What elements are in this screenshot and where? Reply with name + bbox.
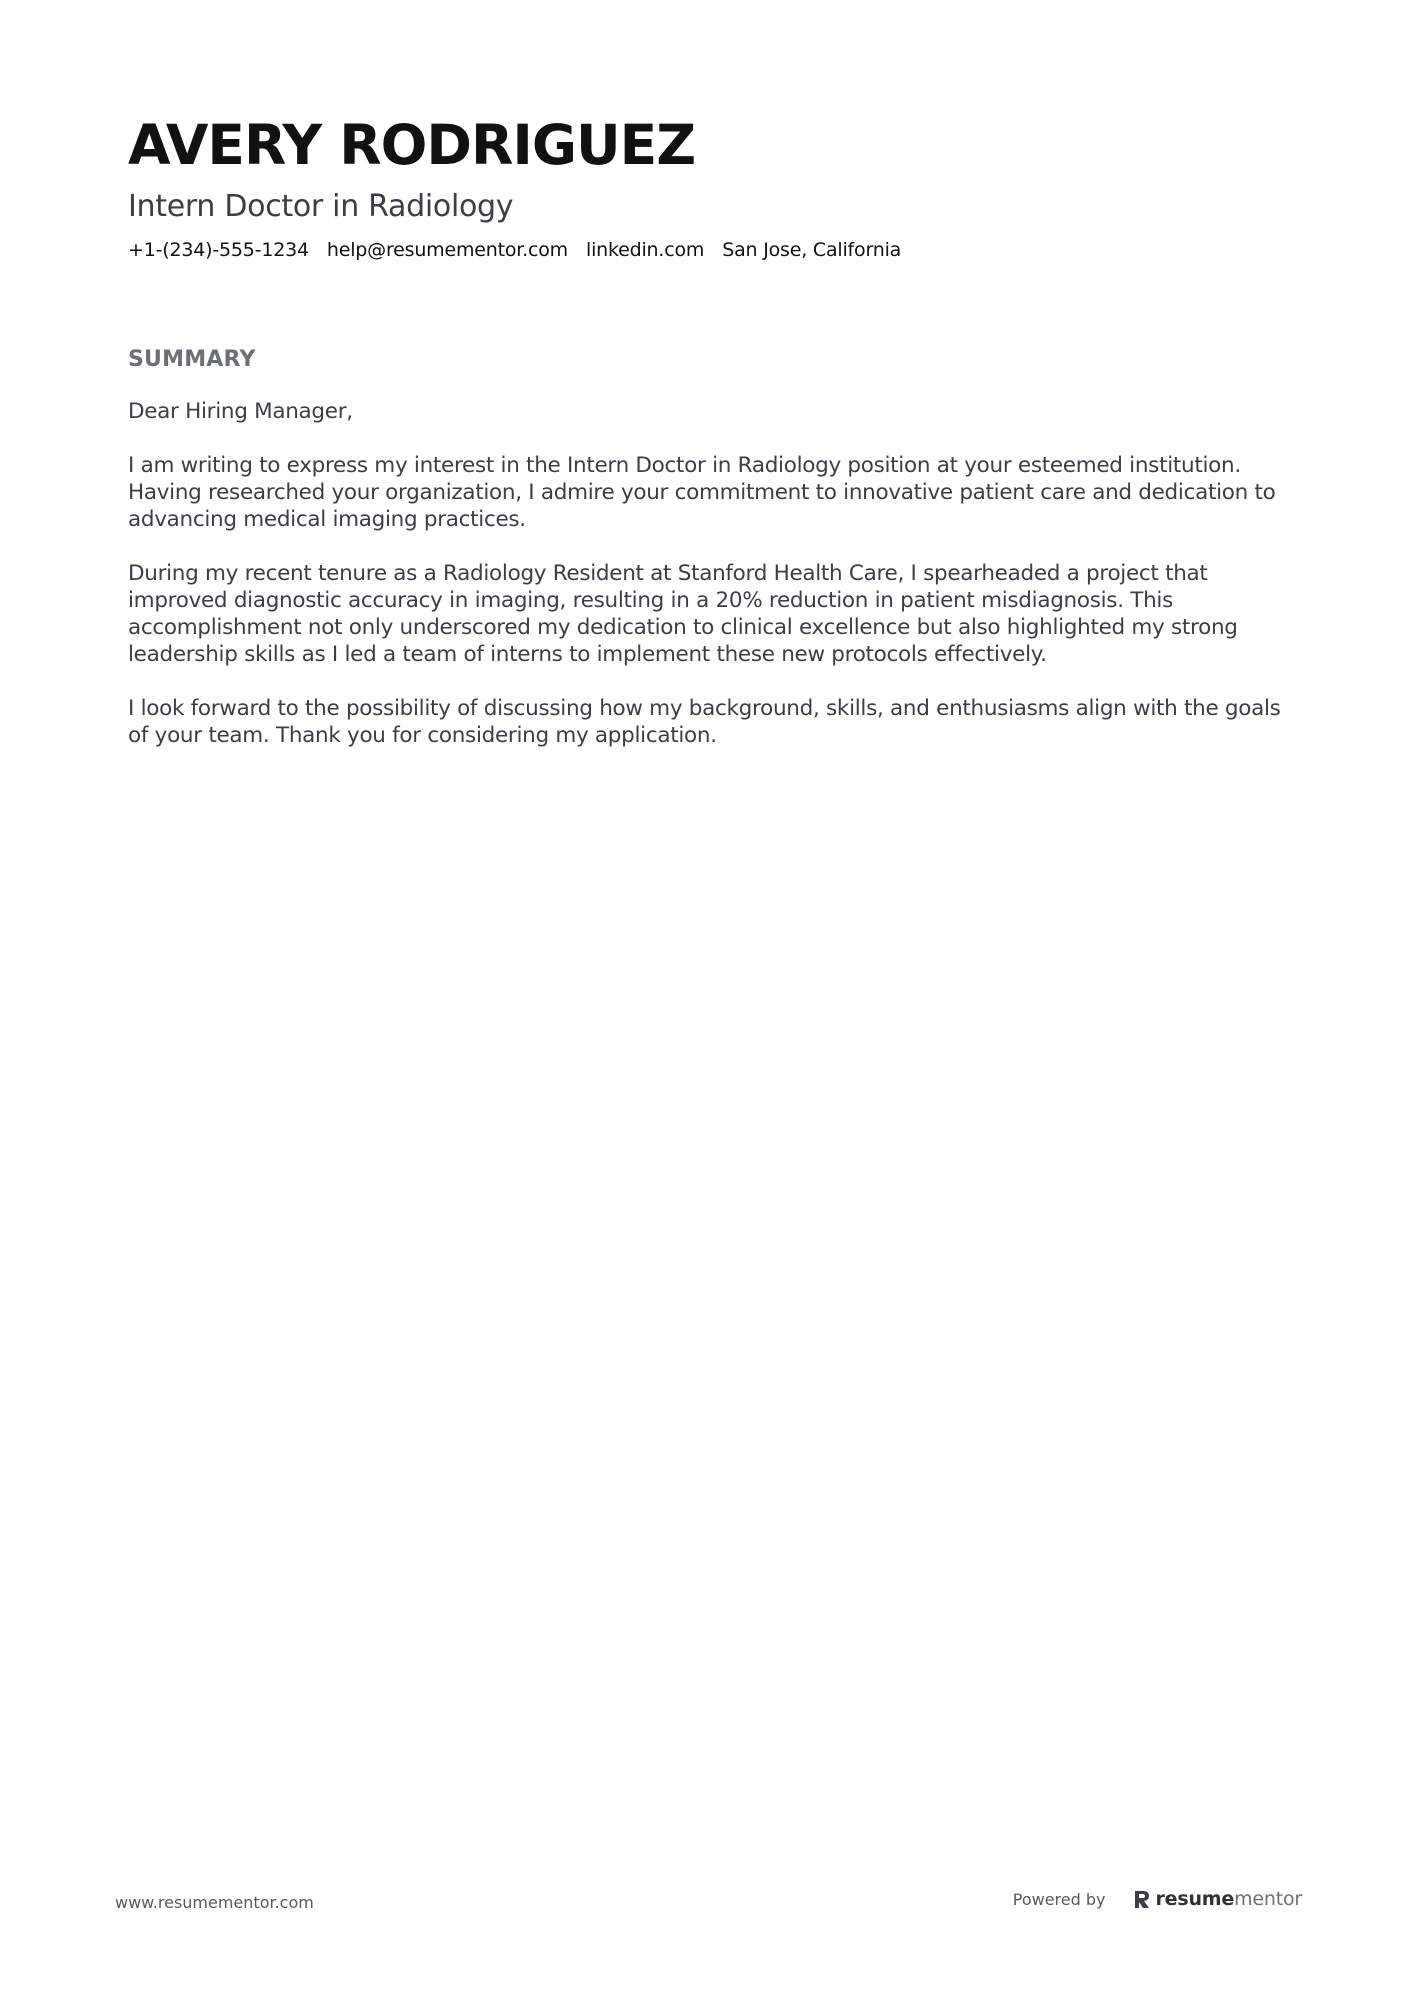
- letter-paragraph: During my recent tenure as a Radiology Resident at Stanford Health Care, I spearheaded a project that improved diagnostic accuracy in imaging, resulting in a 20% reduction in patient misdiagnosis. This accomplishment not only underscored my dedication to clinical excellence but also highlighted my strong leadership skills as I led a team of interns to implement these new protocols effectively.: [128, 561, 1238, 667]
- summary-heading: SUMMARY: [128, 347, 256, 372]
- powered-by-label: Powered by: [1012, 1889, 1106, 1909]
- resumementor-logo-icon: [1133, 1889, 1151, 1909]
- logo-wordmark-bold: resume: [1155, 1888, 1235, 1910]
- contact-email[interactable]: help@resumementor.com: [326, 239, 568, 261]
- letter-paragraph: I look forward to the possibility of discussing how my background, skills, and enthusiasms align with the goals of your team. Thank you for considering my application.: [128, 696, 1281, 748]
- contact-info: [128, 236, 1288, 264]
- letter-paragraph: I am writing to express my interest in the Intern Doctor in Radiology position at your esteemed institution. Having researched your organization, I admire your commitment to innovative patient care and dedication to advancing medical imaging practices.: [128, 453, 1276, 532]
- job-title: Intern Doctor in Radiology: [128, 189, 514, 224]
- resumementor-logo[interactable]: [1133, 1888, 1302, 1910]
- cover-letter-body: [128, 398, 1293, 776]
- salutation: Dear Hiring Manager,: [128, 399, 353, 424]
- resume-header: [128, 108, 1288, 264]
- logo-wordmark: [1155, 1888, 1302, 1910]
- footer-branding: [1013, 1888, 1302, 1910]
- footer-website[interactable]: www.resumementor.com: [115, 1893, 314, 1912]
- contact-phone: +1-(234)-555-1234: [128, 239, 309, 261]
- contact-location: San Jose, California: [722, 239, 902, 261]
- contact-linkedin[interactable]: linkedin.com: [585, 239, 705, 261]
- candidate-name: AVERY RODRIGUEZ: [128, 113, 696, 177]
- logo-wordmark-light: mentor: [1234, 1888, 1302, 1910]
